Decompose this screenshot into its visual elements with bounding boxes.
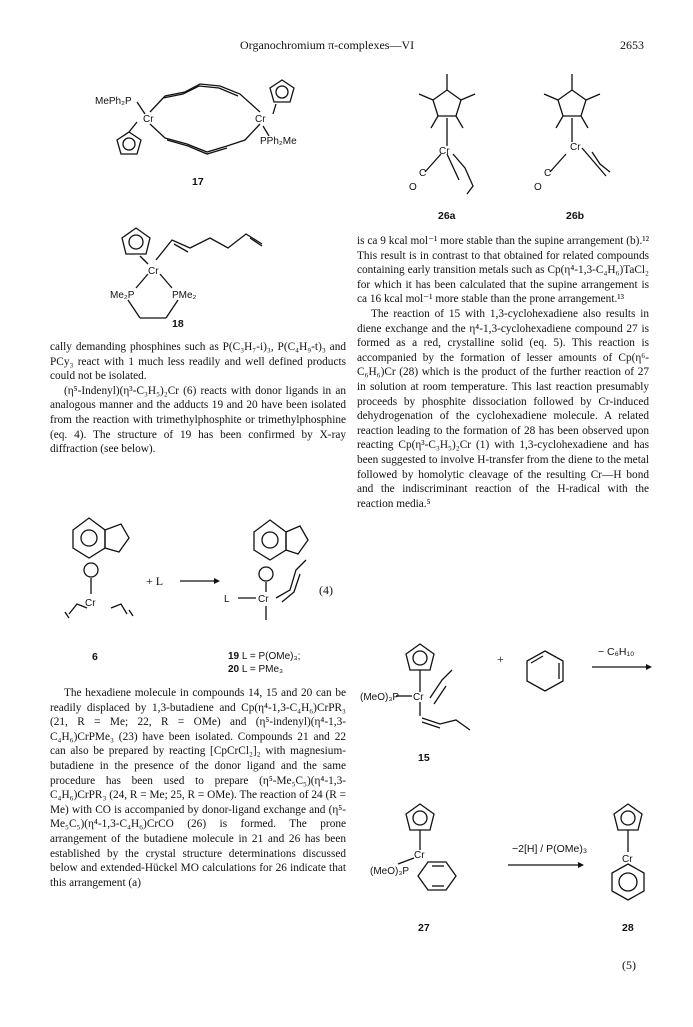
atom-label: Cr bbox=[148, 266, 159, 277]
atom-label: C bbox=[419, 168, 427, 179]
running-title: Organochromium π-complexes—VI bbox=[240, 38, 415, 52]
compound-label-20: 20 bbox=[228, 664, 240, 675]
atom-label: Cr bbox=[85, 598, 96, 609]
structure-28 bbox=[590, 800, 670, 910]
compound-label-19: 19 bbox=[228, 651, 240, 662]
caption-text: L = PMe₃ bbox=[241, 664, 284, 675]
compound-label-15: 15 bbox=[418, 752, 430, 764]
atom-label: Me₂P bbox=[110, 290, 135, 301]
compound-label-27: 27 bbox=[418, 922, 430, 934]
structure-27 bbox=[370, 800, 490, 910]
eq5-reagent: −2[H] / P(OMe)₃ bbox=[512, 843, 588, 855]
atom-label: PPh₂Me bbox=[260, 136, 297, 147]
eq5-plus: + bbox=[497, 652, 504, 666]
atom-label: MePh₂P bbox=[95, 96, 132, 107]
left-column-top bbox=[50, 340, 346, 457]
cyclohexadiene-reagent bbox=[522, 648, 568, 694]
paragraph: (η⁵-Indenyl)(η³-C₃H₅)₂Cr (6) reacts with donor ligands in an analogous manner and the adducts 19 and 20 have been isolated from the reaction with trimethylphosphite or trimethylphosphine (eq. 4). The structure of 19 has been confirmed by X-ray diffraction (see below). bbox=[50, 384, 346, 456]
paragraph: cally demanding phosphines such as P(C₃H₇-i)₃, P(C₄H₉-t)₃ and PCy₃ react with 1 much less readily and well defined products could not be isolated. bbox=[50, 341, 346, 383]
compound-label-28: 28 bbox=[622, 922, 634, 934]
structure-6 bbox=[55, 510, 165, 635]
equation-number-5: (5) bbox=[622, 958, 636, 972]
left-column-bottom bbox=[50, 686, 346, 890]
caption-text: L = P(OMe)₃; bbox=[241, 651, 301, 662]
structure-19-20 bbox=[220, 512, 330, 642]
structure-18 bbox=[110, 222, 310, 332]
atom-label: Cr bbox=[255, 114, 266, 125]
eq4-plus-ligand: + L bbox=[146, 574, 164, 588]
compound-label-17: 17 bbox=[192, 176, 204, 188]
atom-label: C bbox=[544, 168, 552, 179]
atom-label: (MeO)₃P bbox=[360, 692, 400, 703]
compound-label-26b: 26b bbox=[566, 210, 585, 222]
atom-label: PMe₂ bbox=[172, 290, 197, 301]
paragraph: The hexadiene molecule in compounds 14, 15 and 20 can be readily displaced by 1,3-butadiene and Cp(η⁴-1,3-C₄H₆)CrPR₃ (21, R = Me; 22, R = OMe) and (η⁵-indenyl)(η⁴-1,3-C₄H₆)CrPMe₃ (23) have been isolated. Compounds 21 and 22 can also be prepared by reacting [CpCrCl₂]₂ with magnesium-butadiene in the presence of the donor ligand and the same procedure has been used to prepare (η⁵-Me₅C₅)(η⁴-1,3-C₄H₆)CrPR₃ (24, R = Me; 25, R = OMe). The reaction of 24 (R = Me) with CO is accompanied by donor-ligand exchange and (η⁵-Me₅C₅)(η⁴-1,3-C₄H₆)CrCO (26) is formed. The prone arrangement of the butadiene molecule in 21 and 26 has been established by the crystal structure determinations discussed below and extended-Hückel MO calculations for 26 indicate that this arrangement (a) bbox=[50, 687, 346, 889]
atom-label: Cr bbox=[570, 142, 581, 153]
structure-15 bbox=[360, 640, 490, 750]
equation-number-4: (4) bbox=[319, 583, 333, 597]
structure-26b bbox=[520, 68, 625, 198]
caption-19 bbox=[228, 651, 300, 662]
compound-label-26a: 26a bbox=[438, 210, 456, 222]
atom-label: L bbox=[224, 594, 230, 605]
structure-26a bbox=[395, 68, 500, 198]
atom-label: Cr bbox=[439, 146, 450, 157]
reaction-arrow-eq5b bbox=[508, 860, 584, 870]
paragraph: The reaction of 15 with 1,3-cyclohexadiene also results in diene exchange and the η⁴-1,3-cyclohexadiene compound 27 is formed as a red, crystalline solid (eq. 5). This reaction is accompanied by the formation of lesser amounts of Cp(η⁶-C₆H₆)Cr (28) which is the product of the further reaction of 27 in solution at room temperature. This last reaction presumably proceeds by phosphite dissociation followed by Cr-induced dehydrogenation of the cyclohexadiene molecule. A related reaction leading to the formation of 28 has been observed upon reacting Cp(η³-C₃H₅)₂Cr (1) with 1,3-cyclohexadiene and has been suggested to involve H-transfer from the diene to the metal followed by homolytic cleavage of the resulting Cr—H bond and the indiscriminant reaction of the H-radical with the reaction media.⁵ bbox=[357, 307, 649, 510]
reaction-arrow-eq4 bbox=[180, 576, 220, 586]
atom-label: Cr bbox=[413, 692, 424, 703]
atom-label: Cr bbox=[143, 114, 154, 125]
atom-label: (MeO)₃P bbox=[370, 866, 410, 877]
caption-20 bbox=[228, 664, 283, 675]
page-number: 2653 bbox=[620, 38, 644, 52]
atom-label: Cr bbox=[258, 594, 269, 605]
eq5-byproduct: − C₆H₁₀ bbox=[598, 646, 635, 658]
reaction-arrow-eq5a bbox=[592, 662, 652, 672]
atom-label: Cr bbox=[622, 854, 633, 865]
right-column bbox=[357, 234, 649, 511]
atom-label: O bbox=[534, 182, 542, 193]
atom-label: O bbox=[409, 182, 417, 193]
compound-label-18: 18 bbox=[172, 318, 184, 330]
structure-17 bbox=[95, 74, 325, 184]
paragraph: is ca 9 kcal mol⁻¹ more stable than the supine arrangement (b).¹² This result is in contrast to that obtained for related compounds containing early transition metals such as Cp(η⁴-1,3-C₄H₆)TaCl₂ for which it has been calculated that the supine arrangement is ca 16 kcal mol⁻¹ more stable than the prone arrangement.¹³ bbox=[357, 235, 649, 306]
atom-label: Cr bbox=[414, 850, 425, 861]
compound-label-6: 6 bbox=[92, 651, 98, 663]
